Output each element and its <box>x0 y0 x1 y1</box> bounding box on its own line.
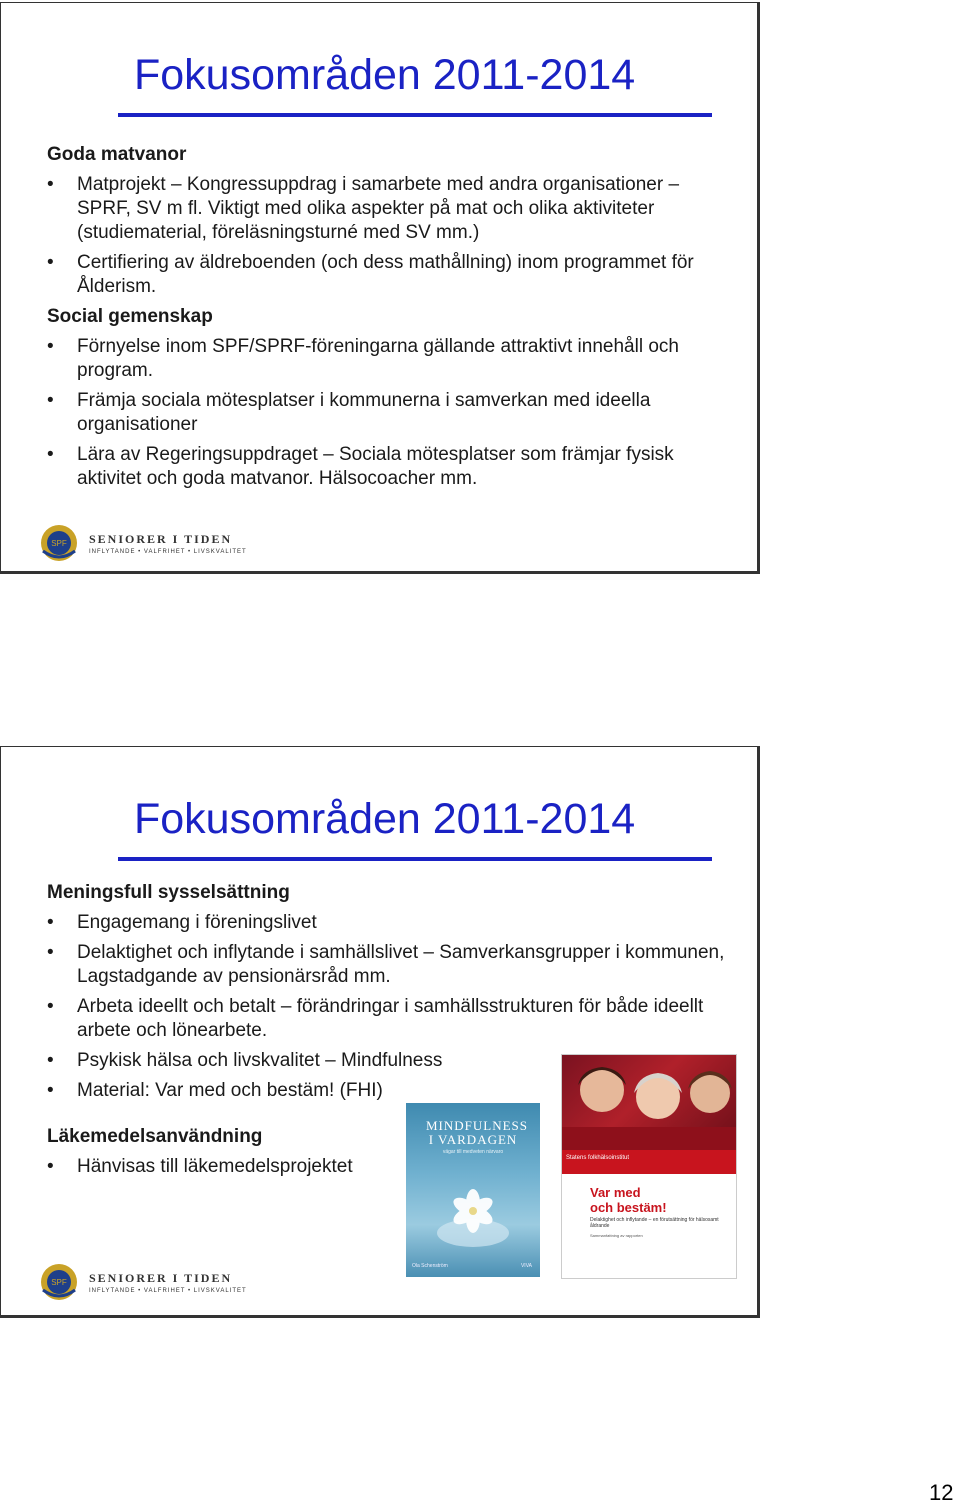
page-number: 12 <box>929 1480 954 1505</box>
spf-logo <box>39 1262 247 1302</box>
book-note: Sammanfattning av rapporten <box>590 1233 643 1238</box>
section-heading: Läkemedelsanvändning <box>47 1126 263 1147</box>
spf-emblem-icon <box>39 523 79 563</box>
slide-title: Fokusområden 2011-2014 <box>134 795 636 843</box>
bullet-item: • Hänvisas till läkemedelsprojektet <box>47 1155 727 1179</box>
book-title: MINDFULNESS I VARDAGEN <box>426 1118 529 1147</box>
publisher-brand: Statens folkhälsoinstitut <box>566 1155 630 1161</box>
bullet-list <box>47 173 727 299</box>
bullet-item: • Engagemang i föreningslivet <box>47 911 727 935</box>
title-rule <box>118 857 712 861</box>
bullet-item: • Certifiering av äldreboenden (och dess mathållning) inom programmet för Ålderism. <box>47 251 727 299</box>
logo-tagline: INFLYTANDE • VALFRIHET • LIVSKVALITET <box>89 1287 247 1294</box>
spf-logo <box>39 523 247 563</box>
book-author: Ola Schenström <box>412 1263 448 1269</box>
section-heading: Goda matvanor <box>47 144 187 165</box>
book-subtitle: vägar till medveten närvaro <box>442 1149 504 1155</box>
cover-band <box>562 1150 736 1174</box>
bullet-item: • Arbeta ideellt och betalt – förändringar i samhällsstrukturen för både ideellt arbete och lönearbete. <box>47 995 727 1043</box>
bullet-item: • Lära av Regeringsuppdraget – Sociala mötesplatser som främjar fysisk aktivitet och goda matvanor. Hälsocoacher mm. <box>47 443 727 491</box>
slide-content <box>47 143 727 497</box>
title-rule <box>118 113 712 117</box>
spf-emblem-icon <box>39 1262 79 1302</box>
var-med-och-bestam-cover <box>561 1054 737 1279</box>
bullet-item: • Delaktighet och inflytande i samhällslivet – Samverkansgrupper i kommunen, Lagstadgande av pensionärsråd mm. <box>47 941 727 989</box>
cover-photo <box>562 1055 736 1150</box>
book-subtitle: Delaktighet och inflytande – en förutsättning för hälsosamt åldrande <box>590 1217 719 1229</box>
logo-name: SENIORER I TIDEN <box>89 531 233 546</box>
slide-2 <box>0 746 760 1318</box>
slide-title: Fokusområden 2011-2014 <box>134 51 636 99</box>
slide-1 <box>0 2 760 574</box>
faces-illustration-icon <box>562 1055 736 1150</box>
svg-text:SPF: SPF <box>51 1278 67 1287</box>
flower-hands-icon <box>433 1173 513 1253</box>
bullet-item: • Främja sociala mötesplatser i kommunerna i samverkan med ideella organisationer <box>47 389 727 437</box>
logo-tagline: INFLYTANDE • VALFRIHET • LIVSKVALITET <box>89 548 247 555</box>
section-heading: Meningsfull sysselsättning <box>47 882 290 903</box>
bullet-item: • Psykisk hälsa och livskvalitet – Mindfulness <box>47 1049 727 1073</box>
section-heading: Social gemenskap <box>47 306 213 327</box>
bullet-item: • Förnyelse inom SPF/SPRF-föreningarna gällande attraktivt innehåll och program. <box>47 335 727 383</box>
book-publisher: VIVA <box>520 1263 532 1269</box>
svg-text:SPF: SPF <box>51 539 67 548</box>
bullet-list <box>47 335 727 491</box>
bullet-item: • Matprojekt – Kongressuppdrag i samarbete med andra organisationer – SPRF, SV m fl. Viktigt med olika aspekter på mat och olika aktiviteter (studiematerial, föreläsningsturné med SV mm.) <box>47 173 727 245</box>
mindfulness-book-cover <box>406 1103 540 1277</box>
bullet-item: • Material: Var med och bestäm! (FHI) <box>47 1079 727 1103</box>
book-title: Var med och bestäm! <box>590 1185 667 1215</box>
logo-name: SENIORER I TIDEN <box>89 1270 233 1285</box>
